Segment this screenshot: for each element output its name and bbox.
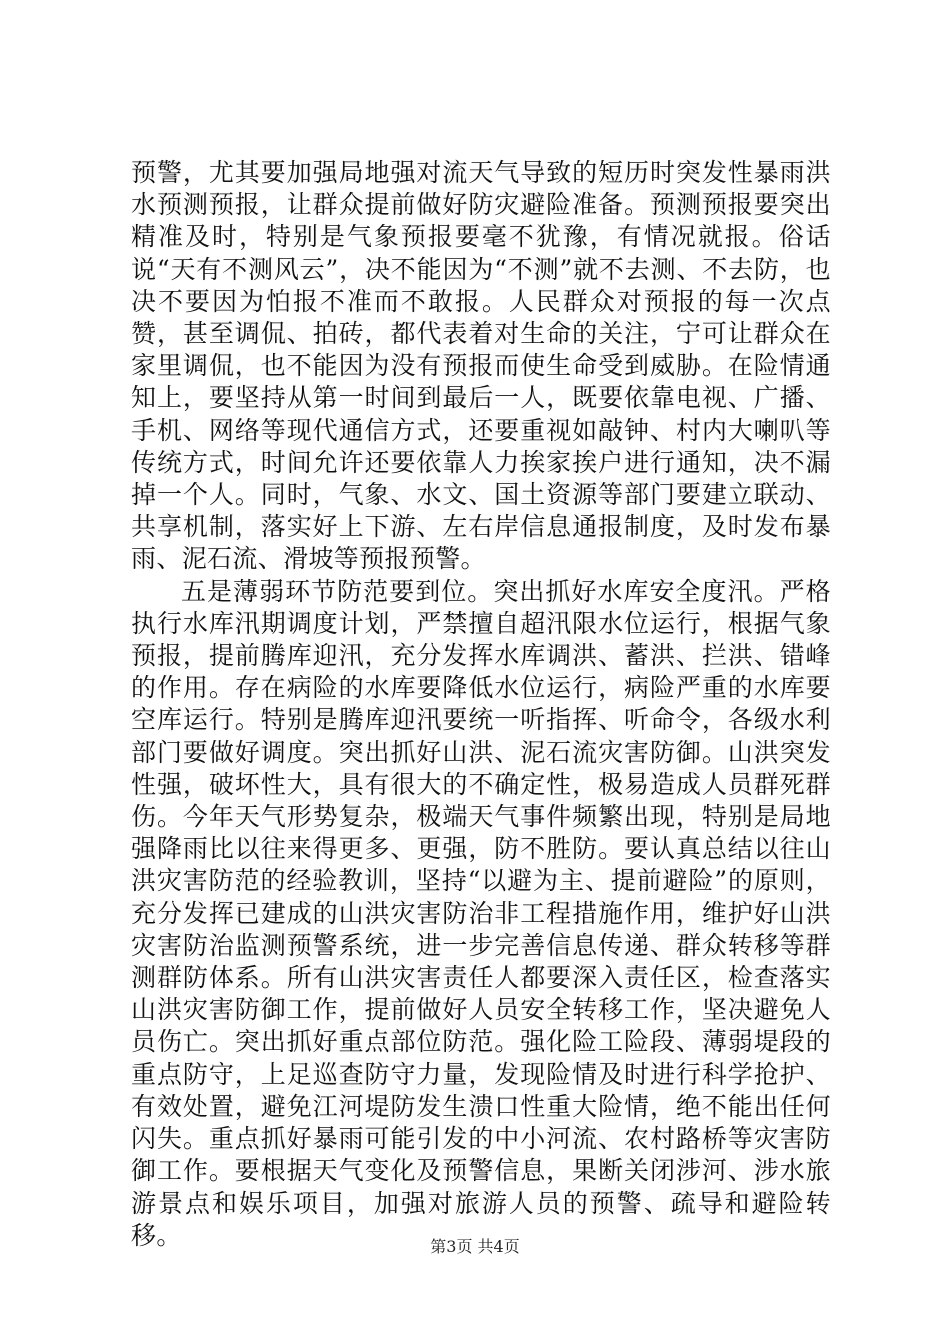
paragraph-five: 五是薄弱环节防范要到位。突出抓好水库安全度汛。严格执行水库汛期调度计划，严禁擅自超汛限水位运行，根据气象预报，提前腾库迎汛，充分发挥水库调洪、蓄洪、拦洪、错峰的作用。存在病险的水库要降低水位运行，病险严重的水库要空库运行。特别是腾库迎汛要统一听指挥、听命令，各级水利部门要做好调度。突出抓好山洪、泥石流灾害防御。山洪突发性强，破坏性大，具有很大的不确定性，极易造成人员群死群伤。今年天气形势复杂，极端天气事件频繁出现，特别是局地强降雨比以往来得更多、更强，防不胜防。要认真总结以往山洪灾害防范的经验教训，坚持“以避为主、提前避险”的原则，充分发挥已建成的山洪灾害防治非工程措施作用，维护好山洪灾害防治监测预警系统，进一步完善信息传递、群众转移等群测群防体系。所有山洪灾害责任人都要深入责任区，检查落实山洪灾害防御工作，提前做好人员安全转移工作，坚决避免人员伤亡。突出抓好重点部位防范。强化险工险段、薄弱堤段的重点防守，上足巡查防守力量，发现险情及时进行科学抢护、有效处置，避免江河堤防发生溃口性重大险情，绝不能出任何闪失。重点抓好暴雨可能引发的中小河流、农村路桥等灾害防御工作。要根据天气变化及预警信息，果断关闭涉河、涉水旅游景点和娱乐项目，加强对旅游人员的预警、疏导和避险转移。: [131, 576, 831, 1250]
page-number-footer: 第3页 共4页: [430, 1237, 520, 1256]
document-body: [131, 157, 831, 1252]
paragraph-continuation: 预警，尤其要加强局地强对流天气导致的短历时突发性暴雨洪水预测预报，让群众提前做好防灾避险准备。预测预报要突出精准及时，特别是气象预报要毫不犹豫，有情况就报。俗话说“天有不测风云”，决不能因为“不测”就不去测、不去防，也决不要因为怕报不准而不敢报。人民群众对预报的每一次点赞，甚至调侃、拍砖，都代表着对生命的关注，宁可让群众在家里调侃，也不能因为没有预报而使生命受到威胁。在险情通知上，要坚持从第一时间到最后一人，既要依靠电视、广播、手机、网络等现代通信方式，还要重视如敲钟、村内大喇叭等传统方式，时间允许还要依靠人力挨家挨户进行通知，决不漏掉一个人。同时，气象、水文、国土资源等部门要建立联动、共享机制，落实好上下游、左右岸信息通报制度，及时发布暴雨、泥石流、滑坡等预报预警。: [131, 158, 831, 574]
